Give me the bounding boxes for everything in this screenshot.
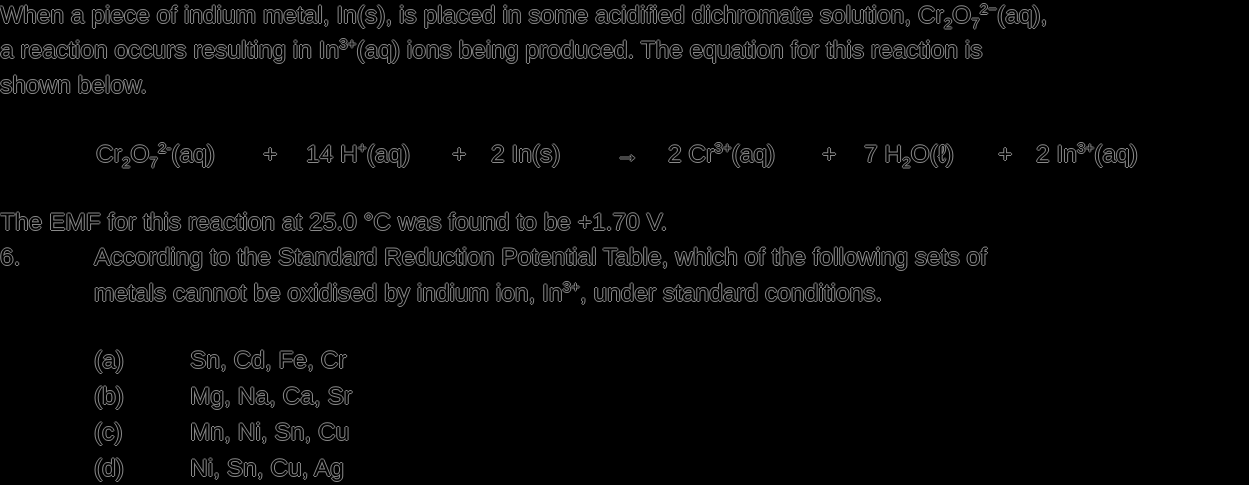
- reactant-dichromate: $Cr_2O_7^{2-}(aq)$: [96, 139, 215, 172]
- option-c-letter[interactable]: (c): [94, 419, 123, 446]
- intro-line-3: shown below.: [0, 72, 148, 99]
- product-water: 7 $H_2O(\ell)$: [864, 141, 954, 172]
- question-stem-line-2: metals cannot be oxidised by indium ion, $In^{3+}$, under standard conditions.: [94, 278, 883, 307]
- intro-line-2: a reaction occurs resulting in $In^{3+}(aq)$ ions being produced. The equation for this reaction is: [0, 35, 983, 64]
- plus-sign: +: [263, 141, 278, 168]
- question-number: 6.: [0, 244, 21, 271]
- question-stem-line-1: According to the Standard Reduction Potential Table, which of the following sets of: [94, 244, 987, 271]
- option-a-letter[interactable]: (a): [94, 347, 124, 374]
- reactant-indium: 2 In(s): [491, 141, 561, 168]
- option-b-letter[interactable]: (b): [94, 383, 124, 410]
- reactant-hydrogen-ion: 14 H+(aq): [306, 139, 411, 168]
- option-b-text[interactable]: Mg, Na, Ca, Sr: [190, 383, 353, 410]
- reaction-arrow-icon: →: [615, 141, 640, 168]
- intro-line-1: When a piece of indium metal, In(s), is placed in some acidified dichromate solution, $Cr_2O_7^{2-}(aq)$,: [0, 0, 1048, 33]
- option-d-letter[interactable]: (d): [94, 455, 124, 482]
- option-a-text[interactable]: Sn, Cd, Fe, Cr: [190, 347, 347, 374]
- chemical-equation: [96, 139, 1176, 173]
- option-c-text[interactable]: Mn, Ni, Sn, Cu: [190, 419, 350, 446]
- product-indium-ion: 2 $In^{3+}(aq)$: [1036, 139, 1138, 168]
- option-d-text[interactable]: Ni, Sn, Cu, Ag: [190, 455, 344, 482]
- emf-statement: The EMF for this reaction at 25.0 °C was found to be +1.70 V.: [0, 209, 668, 236]
- plus-sign: +: [452, 141, 467, 168]
- product-chromium-ion: 2 $Cr^{3+}(aq)$: [668, 139, 776, 168]
- plus-sign: +: [998, 141, 1013, 168]
- plus-sign: +: [822, 141, 837, 168]
